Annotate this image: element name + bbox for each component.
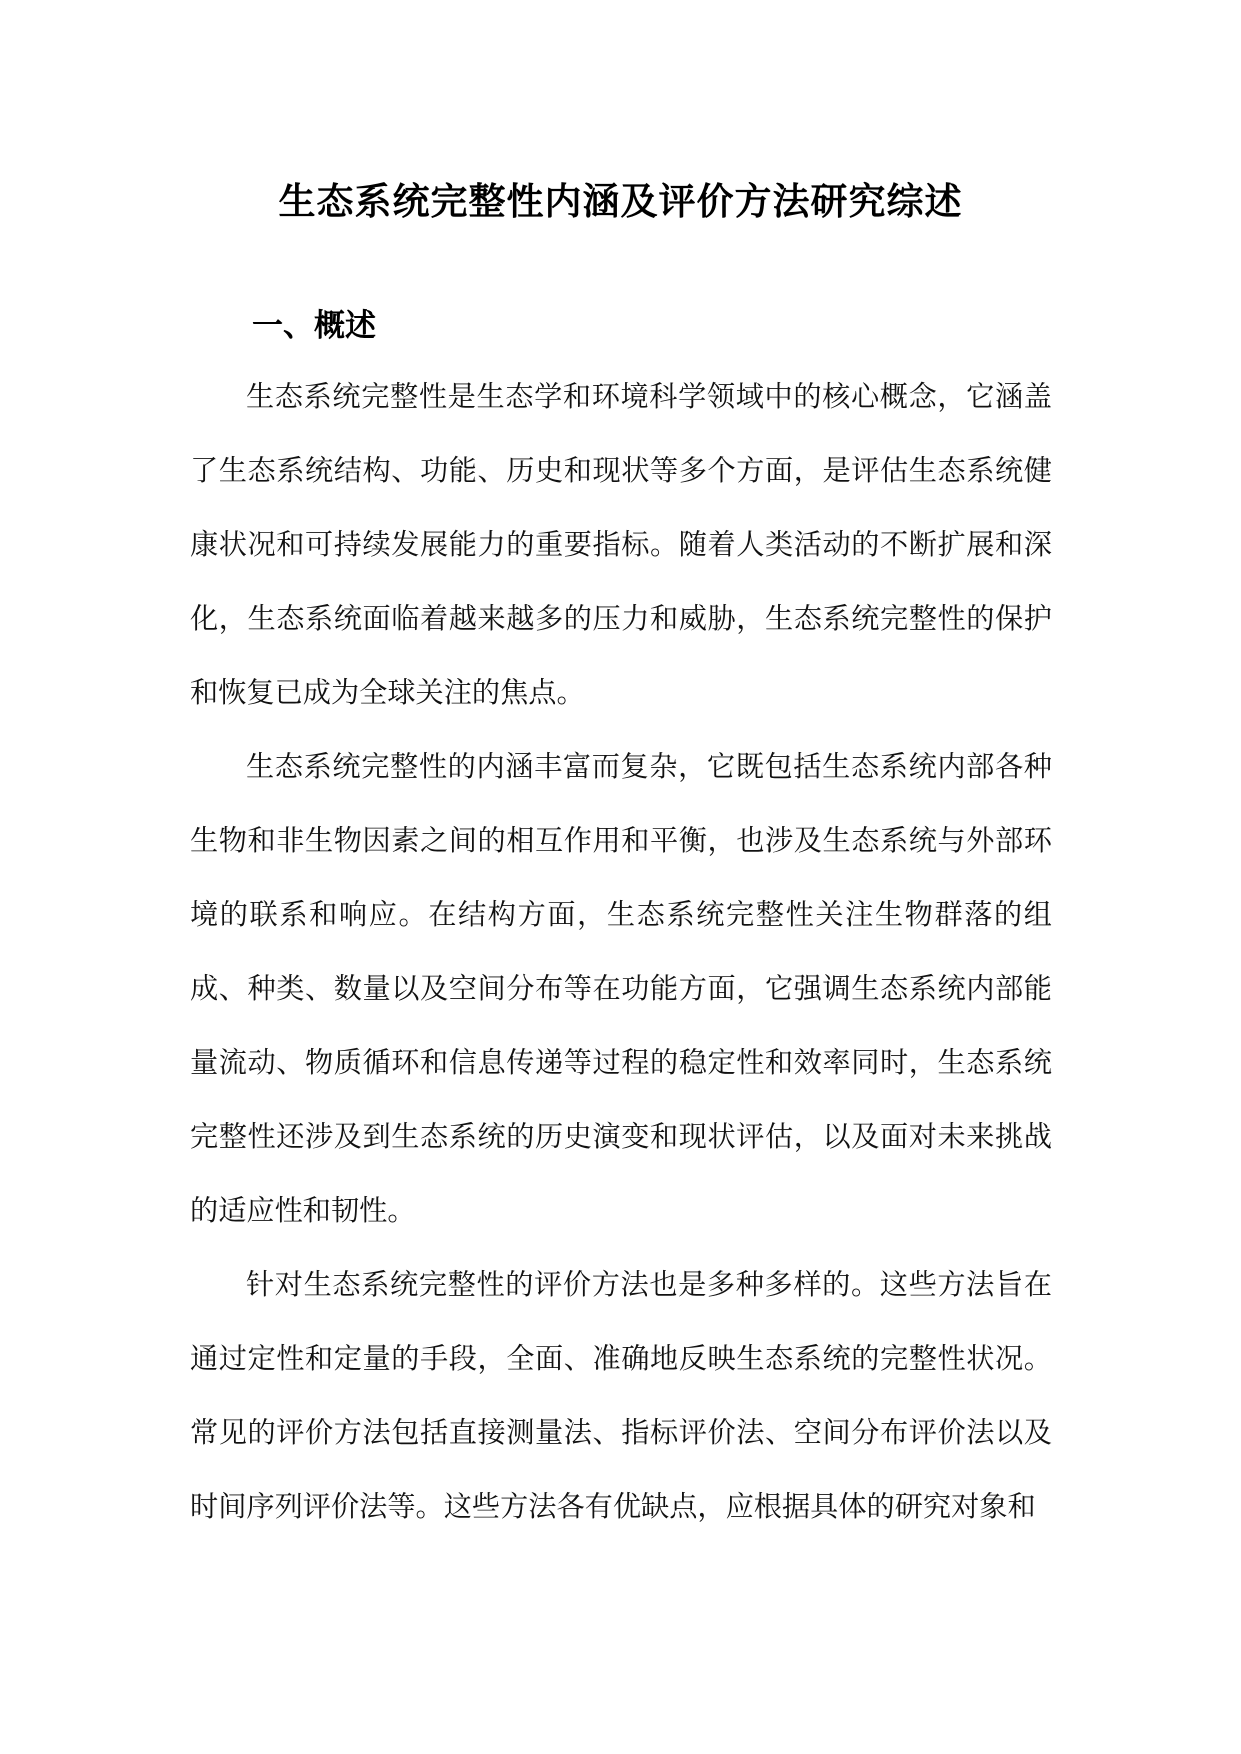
paragraph: 生态系统完整性是生态学和环境科学领域中的核心概念，它涵盖了生态系统结构、功能、历史和现状等多个方面，是评估生态系统健康状况和可持续发展能力的重要指标。随着人类活动的不断扩展和深化，生态系统面临着越来越多的压力和威胁，生态系统完整性的保护和恢复已成为全球关注的焦点。 [190,380,1052,709]
section-heading-overview: 一、概述 [252,307,376,344]
section-body [190,360,1052,1544]
paragraph: 针对生态系统完整性的评价方法也是多种多样的。这些方法旨在通过定性和定量的手段，全面、准确地反映生态系统的完整性状况。常见的评价方法包括直接测量法、指标评价法、空间分布评价法以及时间序列评价法等。这些方法各有优缺点，应根据具体的研究对象和 [190,1268,1052,1523]
document-title: 生态系统完整性内涵及评价方法研究综述 [278,179,963,223]
paragraph: 生态系统完整性的内涵丰富而复杂，它既包括生态系统内部各种生物和非生物因素之间的相互作用和平衡，也涉及生态系统与外部环境的联系和响应。在结构方面，生态系统完整性关注生物群落的组成、种类、数量以及空间分布等在功能方面，它强调生态系统内部能量流动、物质循环和信息传递等过程的稳定性和效率同时，生态系统完整性还涉及到生态系统的历史演变和现状评估，以及面对未来挑战的适应性和韧性。 [190,750,1052,1227]
